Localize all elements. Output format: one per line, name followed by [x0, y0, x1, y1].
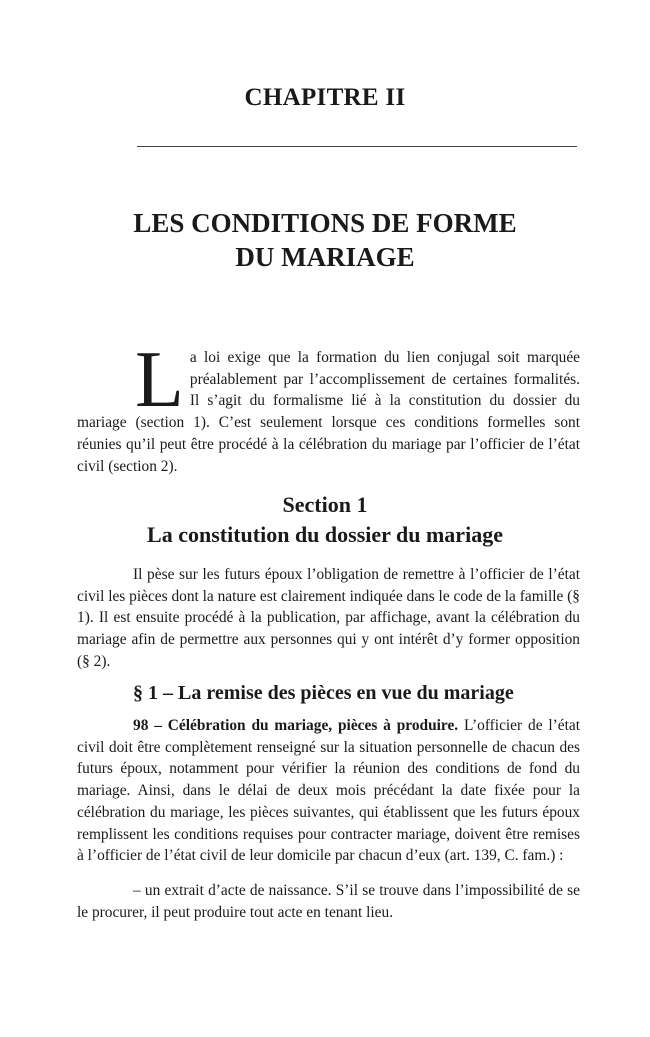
section-paragraph: Il pèse sur les futurs époux l’obligation de remettre à l’officier de l’état civil les pièces dont la nature est clairement indiquée dans le code de la famille (§ 1). Il est ensuite procédé à la publication, par affichage, avant la célébration du mariage afin de permettre aux personnes qui y ont intérêt d’y former opposition (§ 2). [77, 566, 580, 670]
article-paragraph [77, 715, 580, 867]
drop-cap: L [135, 336, 184, 424]
article-heading: 98 – Célébration du mariage, pièces à produire. [133, 717, 459, 734]
intro-text: a loi exige que la formation du lien conjugal soit marquée préalablement par l’accomplissement de certaines formalités. Il s’agit du formalisme lié à la constitution du dossier du mariage (section 1). C’est seulement lorsque ces conditions formelles sont réunies qu’il peut être procédé à la célébration du mariage par l’officier de l’état civil (section 2). [77, 349, 580, 475]
section-heading [0, 490, 650, 550]
intro-paragraph [77, 336, 580, 477]
section-number: Section 1 [282, 492, 368, 517]
section-title: La constitution du dossier du mariage [147, 522, 503, 547]
chapter-title-line-1: LES CONDITIONS DE FORME [133, 208, 517, 238]
chapter-label: CHAPITRE II [244, 84, 406, 111]
subsection-title: § 1 – La remise des pièces en vue du mariage [133, 682, 514, 704]
article-text: L’officier de l’état civil doit être complètement renseigné sur la situation personnelle de chacun des futurs époux, notamment pour vérifier la réunion des conditions de fond du mariage. Ainsi, dans le délai de deux mois précédant la date fixée pour la célébration du mariage, les pièces suivantes, qui établissent que les futurs époux remplissent les conditions requises pour contracter mariage, doivent être remises à l’officier de l’état civil de leur domicile par chacun d’eux (art. 139, C. fam.) : [77, 717, 580, 865]
chapter-title-line-2: DU MARIAGE [235, 242, 415, 272]
bullet-item: – un extrait d’acte de naissance. S’il se trouve dans l’impossibilité de se le procurer, il peut produire tout acte en tenant lieu. [77, 882, 580, 921]
chapter-title [0, 206, 650, 274]
horizontal-rule [137, 146, 577, 147]
